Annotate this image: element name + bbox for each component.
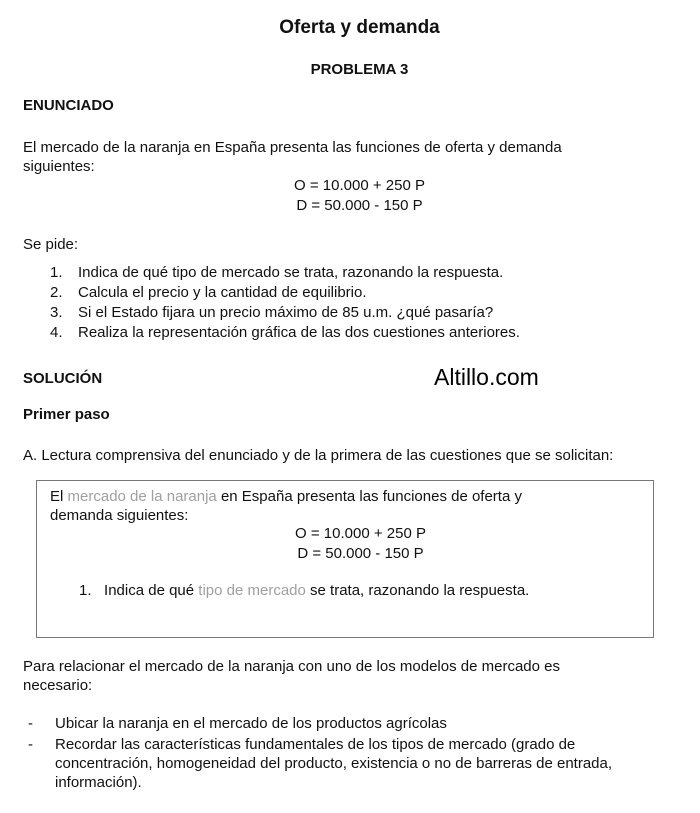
questions-list: [23, 263, 683, 343]
item-text: Realiza la representación gráfica de las dos cuestiones anteriores.: [78, 324, 520, 341]
watermark-text: Altillo.com: [434, 364, 539, 390]
highlight-market: mercado de la naranja: [67, 488, 217, 505]
list-item: [23, 714, 693, 733]
lectura-text: A. Lectura comprensiva del enunciado y de la primera de las cuestiones que se solicitan:: [23, 447, 614, 464]
box-supply-equation: O = 10.000 + 250 P: [295, 525, 426, 542]
enunciado-heading: ENUNCIADO: [23, 97, 114, 114]
list-item: [23, 303, 683, 323]
box-text: [50, 487, 522, 525]
item-number: 1.: [50, 264, 63, 281]
dash-bullet: -: [28, 736, 33, 753]
relation-line-2: necesario:: [23, 677, 93, 694]
highlight-market-type: tipo de mercado: [198, 582, 306, 599]
enunciado-line-1: El mercado de la naranja en España presenta las funciones de oferta y demanda: [23, 139, 562, 156]
item-text-line-2: concentración, homogeneidad del producto, existencia o no de barreras de entrada,: [55, 755, 613, 772]
quote-box: [36, 480, 654, 638]
list-item: [23, 323, 683, 343]
item-text: Si el Estado fijara un precio máximo de 85 u.m. ¿qué pasaría?: [78, 304, 494, 321]
box-question-segment: Indica de qué: [104, 582, 199, 599]
dash-bullet: -: [28, 715, 33, 732]
equations: [0, 176, 700, 216]
requirements-list: [23, 714, 693, 798]
box-text-segment: El: [50, 488, 68, 505]
box-text-segment: en España presenta las funciones de oferta y: [216, 488, 522, 505]
list-item: [23, 283, 683, 303]
list-item: [23, 735, 693, 795]
item-number: 4.: [50, 324, 63, 341]
document-title: Oferta y demanda: [279, 17, 440, 38]
se-pide-label: Se pide:: [23, 236, 79, 253]
item-number: 3.: [50, 304, 63, 321]
item-text-line-3: información).: [55, 774, 142, 791]
item-number: 2.: [50, 284, 63, 301]
problem-number: PROBLEMA 3: [310, 61, 409, 78]
demand-equation: D = 50.000 - 150 P: [296, 197, 423, 214]
enunciado-line-2: siguientes:: [23, 158, 95, 175]
item-text: Ubicar la naranja en el mercado de los productos agrícolas: [55, 715, 447, 732]
solucion-heading: SOLUCIÓN: [23, 370, 103, 387]
relation-line-1: Para relacionar el mercado de la naranja con uno de los modelos de mercado es: [23, 658, 560, 675]
item-text: Indica de qué tipo de mercado se trata, razonando la respuesta.: [78, 264, 504, 281]
item-number: 1.: [79, 582, 92, 599]
box-line-2: demanda siguientes:: [50, 507, 189, 524]
list-item: [23, 263, 683, 283]
box-demand-equation: D = 50.000 - 150 P: [297, 545, 424, 562]
relation-text: [23, 657, 560, 695]
item-text: Calcula el precio y la cantidad de equilibrio.: [78, 284, 367, 301]
box-equations: [37, 524, 684, 564]
box-question: [79, 582, 529, 599]
enunciado-text: [23, 138, 562, 176]
primer-paso-heading: Primer paso: [23, 406, 110, 423]
box-line-1: [50, 487, 522, 506]
supply-equation: O = 10.000 + 250 P: [294, 177, 425, 194]
item-text-line-1: Recordar las características fundamentales de los tipos de mercado (grado de: [55, 736, 576, 753]
box-question-segment: se trata, razonando la respuesta.: [305, 582, 530, 599]
